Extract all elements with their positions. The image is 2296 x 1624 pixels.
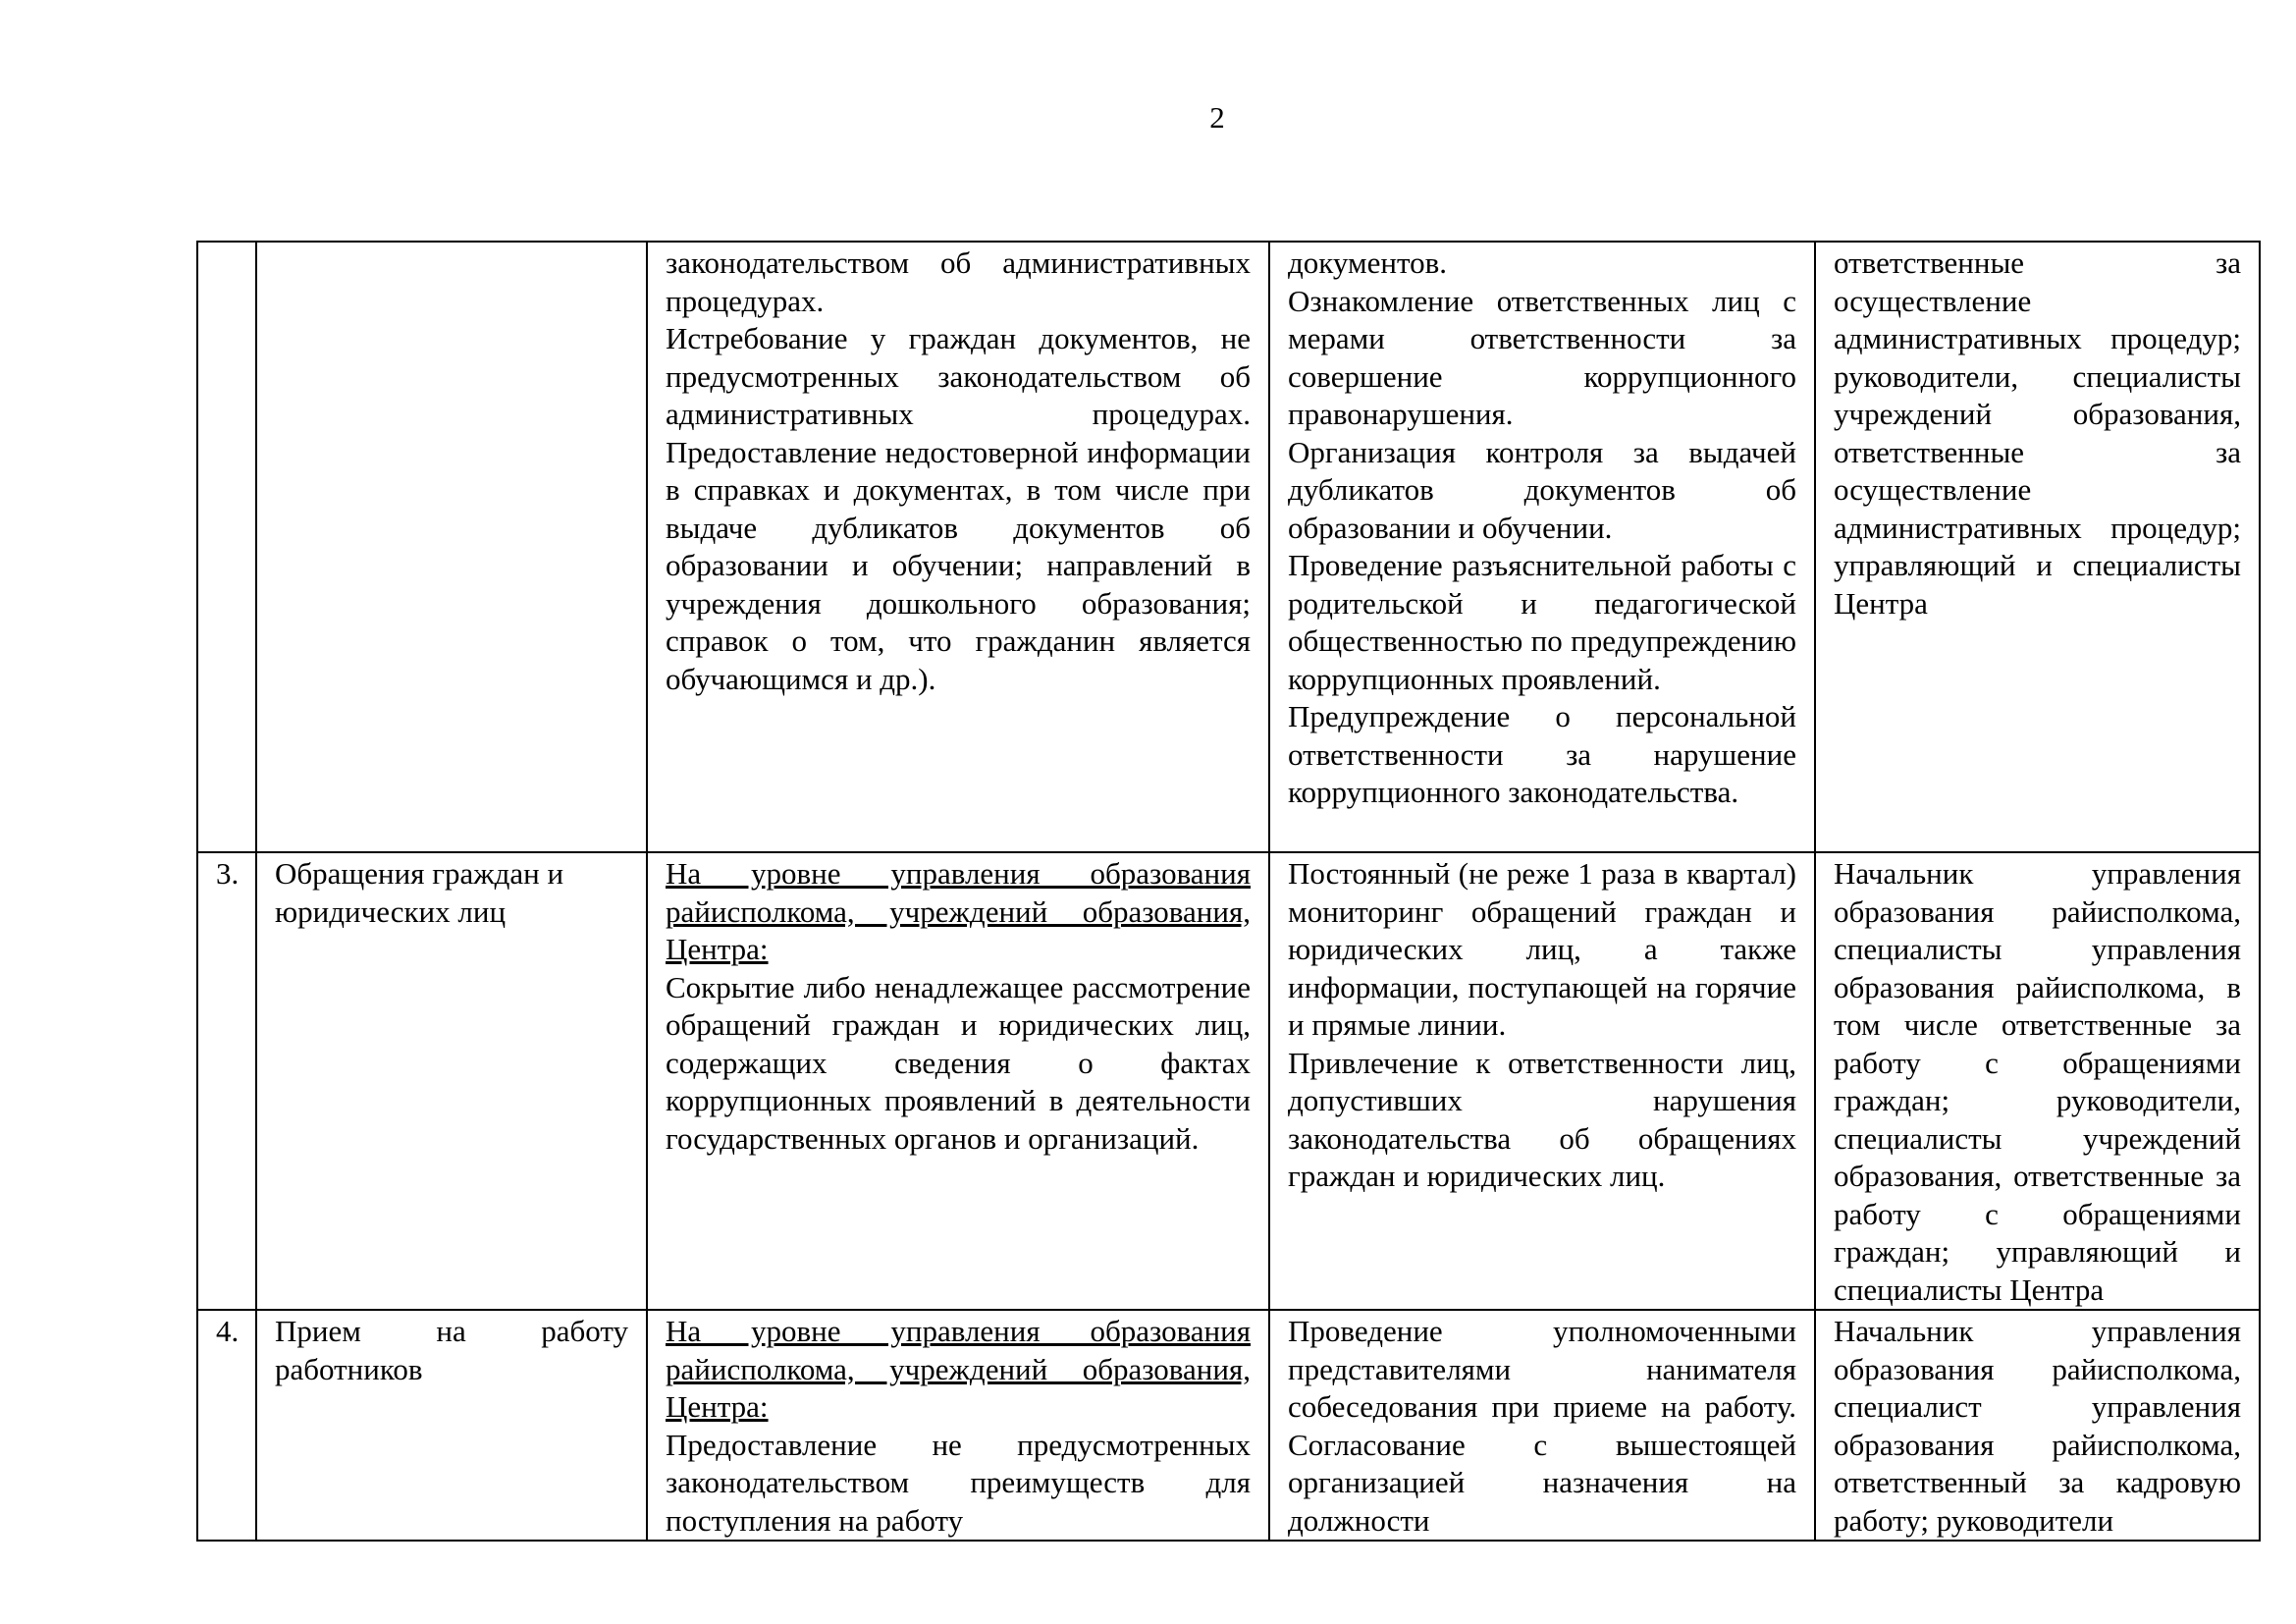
risk-description: законодательством об административных процедурах. (666, 245, 1251, 318)
measure-item: Предупреждение о персональной ответственности за нарушение коррупционного законодательства. (1288, 699, 1796, 809)
risk-level-heading: На уровне управления образования райисполкома, учреждений образования, Центра: (666, 1314, 1251, 1424)
risk-area (256, 242, 647, 852)
risk-description-cell (647, 1310, 1269, 1541)
risk-description: Сокрытие либо ненадлежащее рассмотрение обращений граждан и юридических лиц, содержащих сведения о фактах коррупционных проявлений в деятельности государственных органов и организаций. (666, 969, 1251, 1156)
row-number: 3. (197, 852, 256, 1310)
measures-cell (1269, 852, 1815, 1310)
risk-area: Обращения граждан и юридических лиц (256, 852, 647, 1310)
measures-cell (1269, 242, 1815, 852)
risk-description-cell (647, 852, 1269, 1310)
table-row (197, 852, 2260, 1310)
measure-item: Проведение разъяснительной работы с родительской и педагогической общественностью по предупреждению коррупционных проявлений. (1288, 548, 1796, 696)
measure-item: Проведение уполномоченными представителями нанимателя собеседования при приеме на работу. Согласование с вышестоящей организацией назначения на должности (1288, 1314, 1796, 1538)
measure-item: Организация контроля за выдачей дубликатов документов об образовании и обучении. (1288, 434, 1796, 545)
measure-item: Ознакомление ответственных лиц с мерами ответственности за совершение коррупционного правонарушения. (1288, 283, 1796, 431)
row-number (197, 242, 256, 852)
responsible-persons: Начальник управления образования райисполкома, специалисты управления образования райисполкома, в том числе ответственные за работу с обращениями граждан; руководители, специалисты учреждений образования, ответственные за работу с обращениями граждан; управляющий и специалисты Центра (1815, 852, 2260, 1310)
table-row (197, 242, 2260, 852)
risk-table (196, 241, 2261, 1542)
responsible-persons: ответственные за осуществление административных процедур; руководители, специалисты учреждений образования, ответственные за осуществление административных процедур; управляющий и специалисты Центра (1815, 242, 2260, 852)
measure-item: Привлечение к ответственности лиц, допустивших нарушения законодательства об обращениях граждан и юридических лиц. (1288, 1045, 1796, 1193)
measures-cell (1269, 1310, 1815, 1541)
row-number: 4. (197, 1310, 256, 1541)
risk-description: Предоставление не предусмотренных законодательством преимуществ для поступления на работу (666, 1427, 1251, 1538)
responsible-persons: Начальник управления образования райисполкома, специалист управления образования райисполкома, ответственный за кадровую работу; руководители (1815, 1310, 2260, 1541)
risk-area: Прием на работу работников (256, 1310, 647, 1541)
measure-item: документов. (1288, 245, 1447, 280)
page-number: 2 (1209, 100, 1225, 135)
risk-level-heading: На уровне управления образования райисполкома, учреждений образования, Центра: (666, 856, 1251, 966)
table-row (197, 1310, 2260, 1541)
measure-item: Постоянный (не реже 1 раза в квартал) мониторинг обращений граждан и юридических лиц, а также информации, поступающей на горячие и прямые линии. (1288, 856, 1796, 1042)
risk-description-cell (647, 242, 1269, 852)
risk-description: Истребование у граждан документов, не предусмотренных законодательством об административных процедурах. Предоставление недостоверной информации в справках и документах, в том числе при выдаче дубликатов документов об образовании и обучении; направлений в учреждения дошкольного образования; справок о том, что гражданин является обучающимся и др.). (666, 321, 1251, 696)
